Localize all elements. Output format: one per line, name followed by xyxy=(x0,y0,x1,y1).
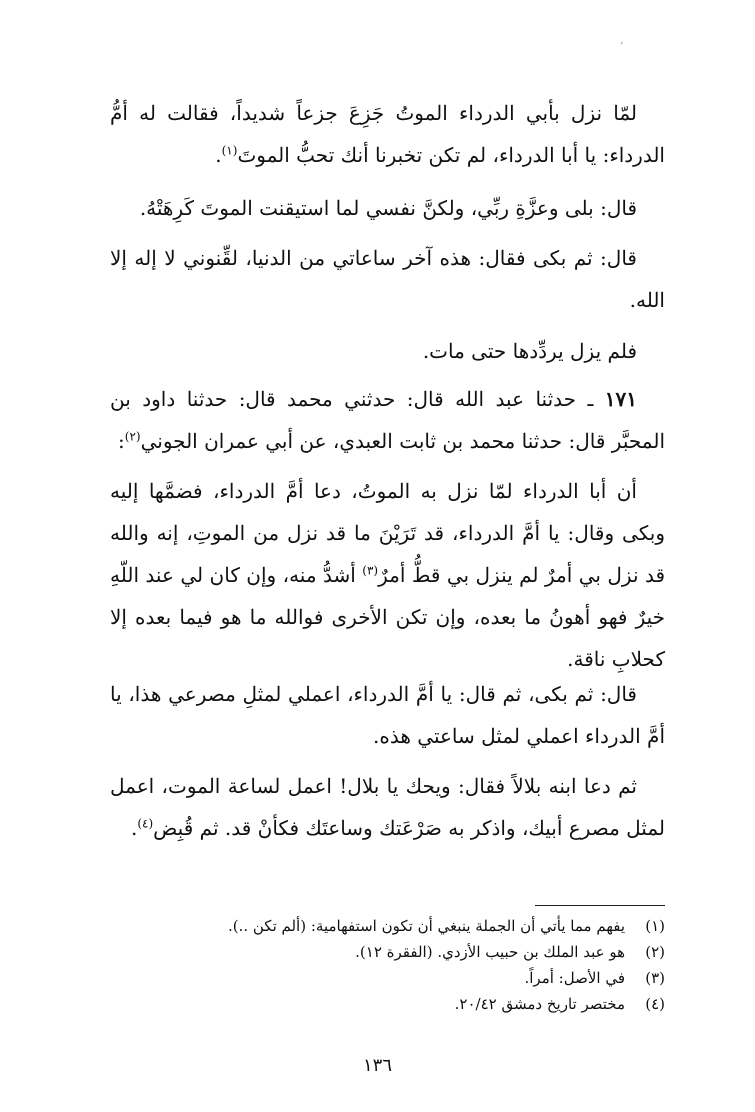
paragraph-7 xyxy=(110,673,665,757)
paragraph-6-text-a: أن أبا الدرداء لمّا نزل به الموتُ، دعا أمَّ الدرداء، فضمَّها إليه وبكى وقال: يا أمَّ الدرداء، قد تَرَيْنَ ما قد نزل من الموتِ، إنه والله قد نزل بي أمرٌ لم ينزل بي قطُّ أمرٌ xyxy=(110,479,666,587)
paragraph-4-text: فلم يزل يردِّدها حتى مات. xyxy=(422,339,637,363)
paragraph-6 xyxy=(110,470,665,680)
footnote-text: في الأصل: أمراً. xyxy=(524,969,625,987)
paragraph-1: لمّا نزل بأبي الدرداء الموتُ جَزِعَ جزعاً شديداً، فقالت له أمُّ الدرداء: يا أبا الدرداء، لم تكن تخبرنا أنك تحبُّ الموتَ$^{(١)}$. xyxy=(110,101,665,167)
paragraph-1-text: لمّا نزل بأبي الدرداء الموتُ جَزِعَ جزعاً شديداً، فقالت له أمُّ الدرداء: يا أبا الدرداء، لم تكن تخبرنا أنك تحبُّ الموتَ xyxy=(110,101,665,167)
paragraph-8-text: ثم دعا ابنه بلالاً فقال: ويحك يا بلال! اعمل لساعة الموت، اعمل لمثل مصرع أبيك، واذكر به صَرْعَتك وساعتَك فكأنْ قد. ثم قُبِض xyxy=(110,774,665,840)
footnote-ref-2[interactable]: (٢) xyxy=(124,429,141,444)
paragraph-6-text-b: أشدُّ منه، وإن كان لي عند اللّهِ خيرٌ فهو أهونُ ما بعده، وإن تكن الأخرى فوالله ما هو فيما بعده إلا كحلابِ ناقة. xyxy=(110,563,666,671)
paragraph-5-text: ـ حدثنا عبد الله قال: حدثني محمد قال: حدثنا داود بن المحبَّر قال: حدثنا محمد بن ثابت العبدي، عن أبي عمران الجوني xyxy=(110,387,665,453)
footnote-divider xyxy=(535,905,665,906)
footnote-number: (٤) xyxy=(645,995,665,1013)
corner-mark: ، xyxy=(620,36,624,47)
paragraph-2 xyxy=(110,187,665,229)
footnote-number: (٣) xyxy=(645,969,665,987)
footnote-text: مختصر تاريخ دمشق ٢٠/٤٢. xyxy=(454,995,625,1013)
footnote-ref-4[interactable]: (٤) xyxy=(137,816,154,831)
paragraph-4 xyxy=(110,330,665,372)
footnote-3 xyxy=(110,965,665,991)
hadith-number: ١٧١ xyxy=(604,387,638,411)
footnotes xyxy=(110,913,665,1017)
footnote-text: يفهم مما يأتي أن الجملة ينبغي أن تكون استفهامية: (ألم تكن ..). xyxy=(227,917,625,935)
paragraph-2-text: قال: بلى وعزَّةِ ربِّي، ولكنَّ نفسي لما استيقنت الموتَ كَرِهَتْهُ. xyxy=(139,196,637,220)
paragraph-3 xyxy=(110,237,665,321)
footnote-number: (٢) xyxy=(645,943,665,961)
footnote-ref-1[interactable]: (١) xyxy=(221,143,238,158)
paragraph-3-text: قال: ثم بكى فقال: هذه آخر ساعاتي من الدنيا، لقِّنوني لا إله إلا الله. xyxy=(110,246,665,312)
footnote-ref-3[interactable]: (٣) xyxy=(362,563,379,578)
paragraph-8: ثم دعا ابنه بلالاً فقال: ويحك يا بلال! اعمل لساعة الموت، اعمل لمثل مصرع أبيك، واذكر به صَرْعَتك وساعتَك فكأنْ قد. ثم قُبِض$^{(٤)}$. xyxy=(110,774,665,840)
paragraph-7-text: قال: ثم بكى، ثم قال: يا أمَّ الدرداء، اعملي لمثلِ مصرعي هذا، يا أمَّ الدرداء اعملي لمثل ساعتي هذه. xyxy=(110,682,665,748)
footnote-1 xyxy=(110,913,665,939)
page-number: ١٣٦ xyxy=(362,1055,392,1076)
footnote-number: (١) xyxy=(645,917,665,935)
footnote-text: هو عبد الملك بن حبيب الأزدي. (الفقرة ١٢). xyxy=(355,943,625,961)
footnote-4 xyxy=(110,991,665,1017)
footnote-2 xyxy=(110,939,665,965)
paragraph-5: ١٧١ ـ حدثنا عبد الله قال: حدثني محمد قال: حدثنا داود بن المحبَّر قال: حدثنا محمد بن ثابت العبدي، عن أبي عمران الجوني$^{(٢)}$: xyxy=(110,387,665,453)
